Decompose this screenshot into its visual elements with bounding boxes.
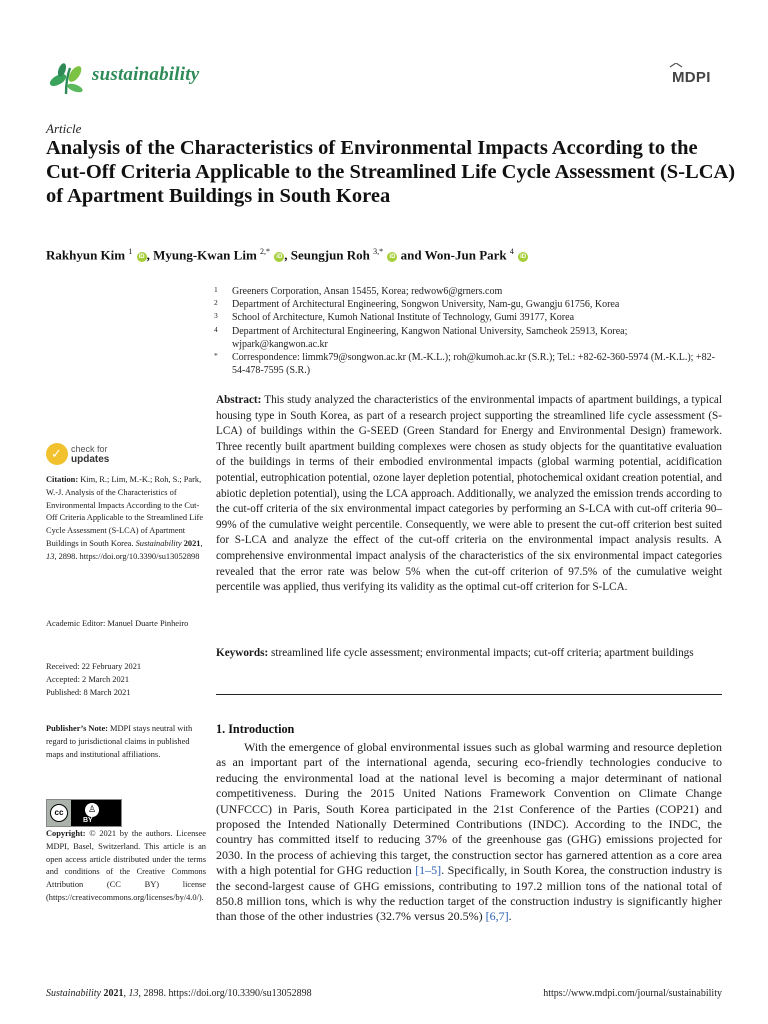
academic-editor: Academic Editor: Manuel Duarte Pinheiro [46, 619, 189, 628]
abstract [216, 393, 722, 596]
citation [46, 474, 206, 564]
orcid-icon[interactable]: iD [276, 254, 283, 261]
introduction-text [216, 740, 722, 925]
orcid-icon[interactable]: iD [389, 254, 396, 261]
affiliation-text: School of Architecture, Kumoh National Institute of Technology, Gumi 39177, Korea [232, 312, 575, 324]
article-title: Analysis of the Characteristics of Environmental Impacts According to the Cut-Off Criteria Applicable to the Streamlined Life Cycle Assessment (S-LCA) of Apartment Buildings in South Korea [46, 137, 736, 207]
footer-text: , [123, 988, 129, 999]
publication-dates [46, 661, 206, 699]
author-name[interactable]: Rakhyun Kim [46, 247, 126, 263]
author-affiliation-marker: 2,* [260, 247, 271, 256]
person-icon: ♙ [85, 803, 99, 817]
affiliation-number: 1 [214, 285, 218, 294]
check-icon: ✓ [46, 443, 68, 465]
copyright-label: Copyright: [46, 829, 86, 838]
footer-volume: 13 [128, 988, 139, 999]
affiliation-item [214, 311, 724, 324]
author-name[interactable]: Seungjun Roh [290, 247, 370, 263]
citation-journal: Sustainability [135, 538, 182, 548]
affiliation-text: Greeners Corporation, Ansan 15455, Korea; redwow6@grners.com [232, 286, 503, 297]
author-affiliation-marker: 3,* [373, 247, 384, 256]
cc-badge-left [47, 800, 71, 826]
section-divider [216, 694, 722, 695]
updates-line2: updates [71, 454, 110, 465]
footer-journal: Sustainability [46, 988, 101, 999]
author-name[interactable]: Myung-Kwan Lim [153, 247, 257, 263]
citation-label: Citation: [46, 475, 79, 484]
keywords-label: Keywords: [216, 647, 269, 659]
citation-doi[interactable]: , 2898. https://doi.org/10.3390/su13052898 [54, 551, 200, 561]
citation-text: , [200, 538, 203, 548]
affiliation-number: 4 [214, 324, 218, 334]
reference-link[interactable]: [6,7] [485, 909, 509, 924]
intro-paragraph-part: . Specifically, in South Korea, the construction industry is the second-largest cause of GHG emissions, contributing to 197.2 million tons of the national total of 850.8 million tons, which is why the reduction target of the construction industry is significantly higher than those of the other industries (32.7% versus 20.5%) [216, 863, 722, 924]
footer-citation [46, 988, 312, 999]
citation-volume: 13 [46, 551, 55, 561]
author-separator: , [146, 247, 154, 263]
correspondence-item [214, 351, 724, 377]
footer-journal-url[interactable]: https://www.mdpi.com/journal/sustainability [543, 988, 722, 999]
orcid-icon[interactable]: iD [138, 254, 145, 261]
author-separator: , [284, 247, 291, 263]
accepted-date: Accepted: 2 March 2021 [46, 674, 130, 684]
author-affiliation-marker: 1 [128, 247, 133, 256]
cc-license-badge[interactable] [46, 799, 122, 827]
affiliation-text: Department of Architectural Engineering, Songwon University, Nam-gu, Gwangju 61756, Korea [232, 299, 620, 311]
citation-text: Kim, R.; Lim, M.-K.; Roh, S.; Park, W.-J. Analysis of the Characteristics of Environmental Impacts According to the Cut-Off Criteria Applicable to the Streamlined Life Cycle Assessment (S-LCA) of Apartment Buildings in South Korea. [46, 475, 204, 548]
author-name[interactable]: Won-Jun Park [424, 247, 507, 263]
author-affiliation-marker: 4 [509, 247, 514, 256]
cc-icon: cc [50, 804, 68, 822]
reference-link[interactable]: [1–5] [415, 863, 442, 878]
section-heading: 1. Introduction [216, 722, 295, 736]
orcid-icon[interactable]: iD [520, 254, 527, 261]
copyright-notice [46, 828, 206, 905]
journal-name[interactable]: sustainability [92, 64, 200, 85]
affiliation-number: 3 [214, 311, 218, 321]
mdpi-logo[interactable] [668, 63, 720, 91]
correspondence-text: Correspondence: limmk79@songwon.ac.kr (M.-K.L.); roh@kumoh.ac.kr (S.R.); Tel.: +82-62-360-5974 (M.-K.L.); +82-54-478-7595 (S.R.) [232, 352, 715, 377]
article-type: Article [46, 121, 82, 136]
author-list [46, 247, 528, 263]
publisher-name: MDPI [672, 69, 711, 86]
updates-line1: check for [71, 444, 108, 454]
published-date: Published: 8 March 2021 [46, 687, 131, 697]
publisher-note-text: MDPI stays neutral with regard to jurisdictional claims in published maps and institutional affiliations. [46, 724, 193, 759]
author-separator: and [397, 247, 425, 263]
copyright-text: © 2021 by the authors. Licensee MDPI, Basel, Switzerland. This article is an open access article distributed under the terms and conditions of the Creative Commons Attribution (CC BY) license (https://creativecommons.org/licenses/by/4.0/). [46, 829, 206, 902]
publisher-note [46, 723, 206, 761]
footer-doi[interactable]: , 2898. https://doi.org/10.3390/su13052898 [138, 988, 312, 999]
journal-logo-icon [46, 58, 86, 98]
abstract-text: This study analyzed the characteristics of the environmental impacts of apartment buildings, a typical housing type in South Korea, as part of a research project supporting the streamlined life cycle assessment (S-LCA) of buildings within the G-SEED (Green Standard for Energy and Environmental Design) framework. Three recently built apartment building complexes were chosen as study objects for the quantitative evaluation of the buildings in terms of their embodied environmental impacts (global warming potential, acidification potential, eutrophication potential, ozone layer depletion potential, photochemical oxidant creation potential, and abiotic depletion potential), using the LCA approach. Additionally, we analyzed the emission trends according to the cut-off criteria of the six environmental impact categories by performing an S-LCA with cut-off criteria 90–99% of the cumulative weight percentile. Consequently, we were able to present the cut-off criterion best suited for S-LCA and analyze the effect of the cut-off criteria on the environmental impact analysis results. A comprehensive environmental impact analysis of the characteristics of the six environmental impact categories revealed that the error rate was below 5% when the cut-off criterion of 97.5% of the cumulative weight percentile was applied, thus verifying its validity as the optimal cut-off criterion for S-LCA. [216, 394, 722, 594]
check-for-updates-badge[interactable] [46, 443, 136, 467]
keywords [216, 646, 722, 662]
intro-paragraph-part: With the emergence of global environmental issues such as global warming and resource depletion as an important part of the international agenda, securing eco-friendly technologies conducive to reducing the environmental load at the national level is becoming a major determinant of national competitiveness. During the 2015 United Nations Framework Convention on Climate Change (UNFCCC) in Paris, South Korea participated in the 21st Conference of the Parties (COP21) and proposed the Intended Nationally Determined Contributions (INDC). According to the INDC, the country has committed itself to reducing 37% of the greenhouse gas (GHG) emissions projected for 2030. In the process of achieving this target, the construction sector has garnered attention as a core area with a high potential for GHG reduction [216, 740, 722, 878]
intro-paragraph-part: . [508, 909, 512, 924]
affiliation-number: 2 [214, 298, 218, 308]
publisher-note-label: Publisher’s Note: [46, 724, 108, 733]
affiliation-item [214, 325, 724, 351]
keywords-text: streamlined life cycle assessment; environmental impacts; cut-off criteria; apartment buildings [271, 647, 694, 659]
citation-year: 2021 [181, 538, 201, 548]
cc-by-label: BY [83, 817, 93, 824]
received-date: Received: 22 February 2021 [46, 662, 142, 671]
affiliation-item [214, 298, 724, 311]
affiliation-item [214, 285, 724, 298]
affiliation-text: Department of Architectural Engineering, Kangwon National University, Samcheok 25913, Korea; wjpark@kangwon.ac.kr [232, 325, 628, 350]
affiliation-number: * [214, 351, 218, 361]
abstract-label: Abstract: [216, 394, 262, 406]
footer-year: 2021 [101, 988, 124, 999]
updates-label [71, 444, 109, 465]
affiliations [214, 285, 724, 377]
